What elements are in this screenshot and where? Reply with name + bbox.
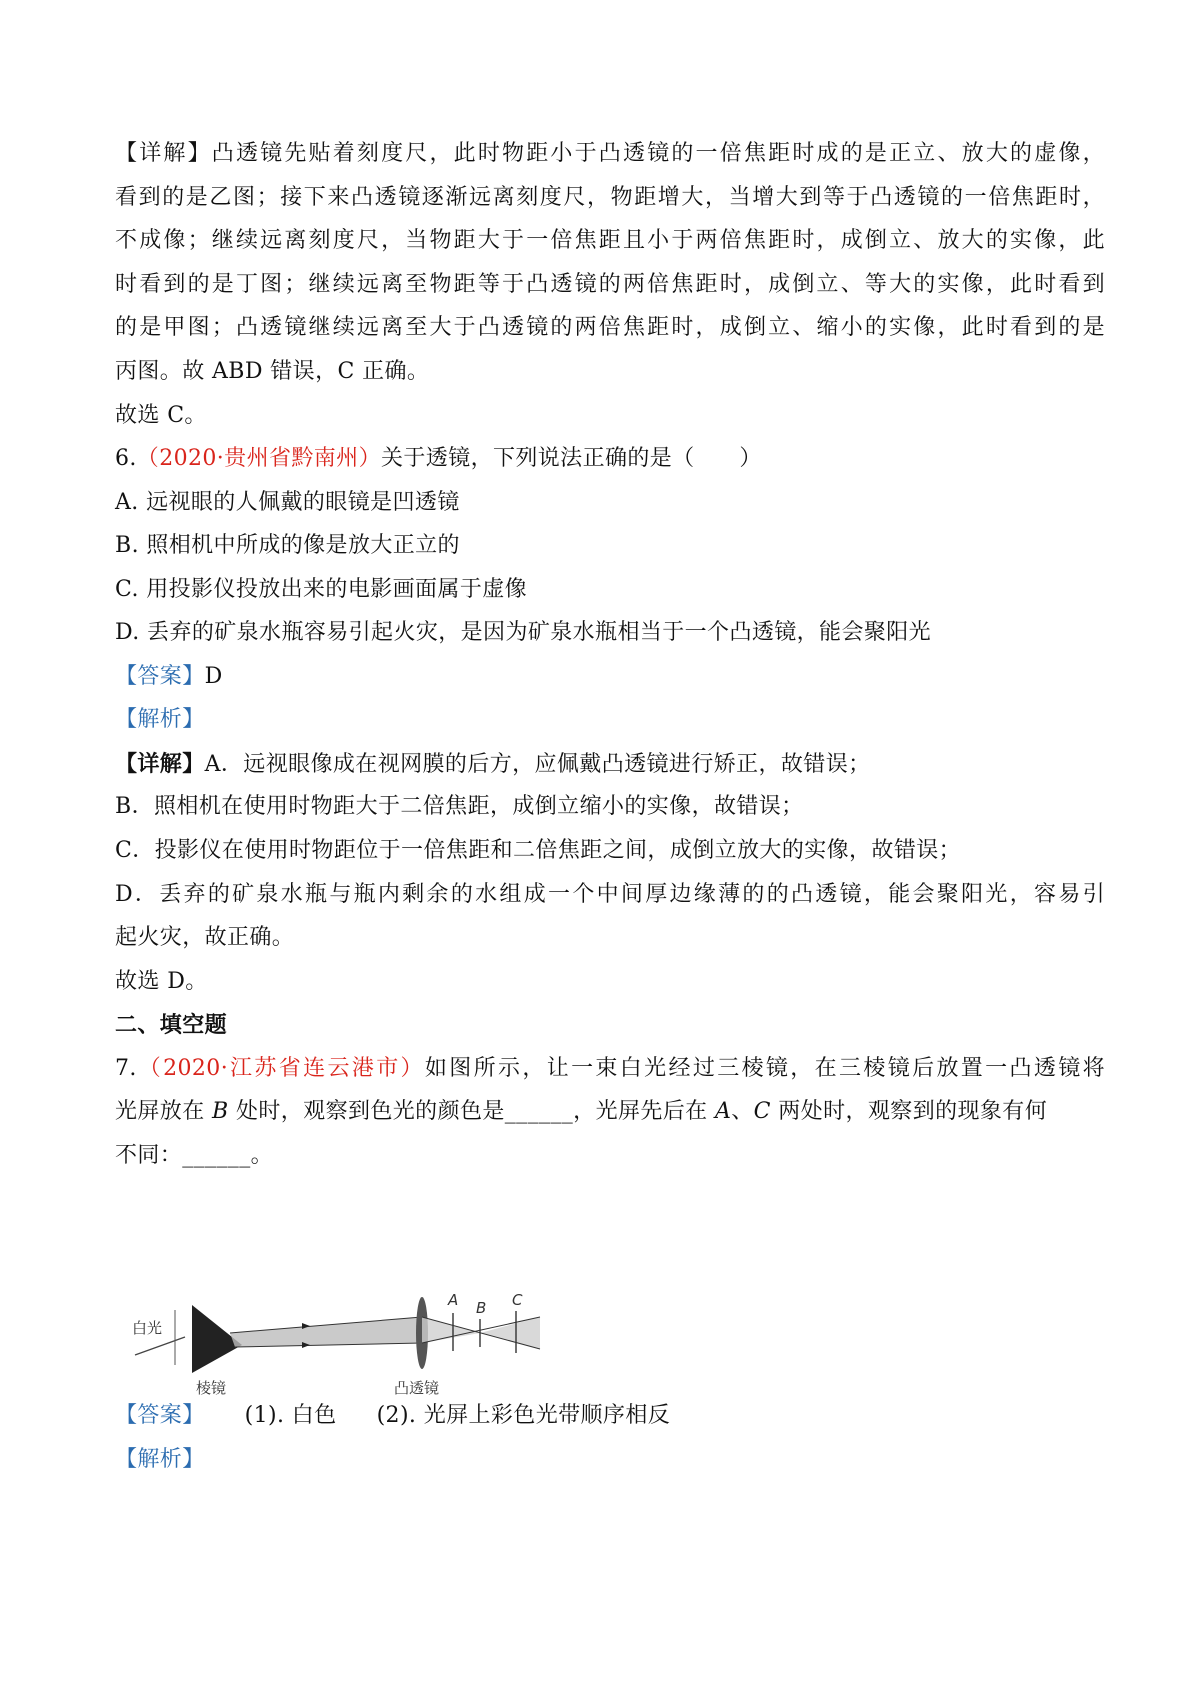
question-7-stem-line2	[115, 1097, 1105, 1127]
question-text: 如图所示，让一束白光经过三棱镜，在三棱镜后放置一凸透镜将	[424, 1056, 1105, 1081]
question-number: 7.	[115, 1056, 137, 1081]
detail-line-d: D．丢弃的矿泉水瓶与瓶内剩余的水组成一个中间厚边缘薄的的凸透镜，能会聚阳光，容易引	[115, 882, 1105, 907]
option-b: B. 照相机中所成的像是放大正立的	[115, 533, 460, 558]
choice-statement: 故选 C。	[115, 403, 207, 428]
question-text: 光屏放在	[115, 1099, 212, 1124]
point-label: B	[212, 1099, 229, 1124]
white-light-label: 白光	[132, 1319, 163, 1337]
optics-diagram	[130, 1295, 550, 1395]
question-7-stem-line3: 不同：______。	[115, 1143, 274, 1168]
question-text: 处时，观察到色光的颜色是______，光屏先后在	[228, 1099, 715, 1124]
section-title: 二、填空题	[115, 1012, 228, 1038]
analysis-label: 【解析】	[115, 707, 205, 732]
detail-text: A．远视眼像成在视网膜的后方，应佩戴凸透镜进行矫正，故错误；	[204, 752, 871, 777]
detail-line-b: B．照相机在使用时物距大于二倍焦距，成倒立缩小的实像，故错误；	[115, 794, 804, 819]
option-d: D. 丢弃的矿泉水瓶容易引起火灾，是因为矿泉水瓶相当于一个凸透镜，能会聚阳光	[115, 620, 932, 645]
option-c: C. 用投影仪投放出来的电影画面属于虚像	[115, 577, 528, 602]
detail-paragraph-line: 时看到的是丁图；继续远离至物距等于凸透镜的两倍焦距时，成倒立、等大的实像，此时看到	[115, 272, 1105, 297]
separator: 、	[731, 1099, 754, 1124]
answer-part-1: (1). 白色	[244, 1403, 337, 1428]
lens-label: 凸透镜	[394, 1379, 440, 1397]
answer-value: D	[204, 664, 223, 689]
detail-label: 【详解】	[115, 751, 205, 777]
detail-line-c: C．投影仪在使用时物距位于一倍焦距和二倍焦距之间，成倒立放大的实像，故错误；	[115, 838, 962, 863]
detail-line-a	[115, 749, 1105, 780]
detail-paragraph-line: 看到的是乙图；接下来凸透镜逐渐远离刻度尺，物距增大，当增大到等于凸透镜的一倍焦距时，	[115, 185, 1105, 210]
analysis-label: 【解析】	[115, 1447, 205, 1472]
point-a-label: A	[448, 1291, 459, 1309]
detail-paragraph-line: 【详解】凸透镜先贴着刻度尺，此时物距小于凸透镜的一倍焦距时成的是正立、放大的虚像，	[115, 141, 1105, 166]
question-number: 6.	[115, 446, 137, 471]
question-6-stem	[115, 444, 1105, 474]
prism-lens-figure	[130, 1291, 550, 1397]
option-a: A. 远视眼的人佩戴的眼镜是凹透镜	[115, 490, 460, 515]
point-label: A	[714, 1099, 732, 1124]
detail-paragraph-line: 不成像；继续远离刻度尺，当物距大于一倍焦距且小于两倍焦距时，成倒立、放大的实像，此	[115, 228, 1105, 253]
question-text: 关于透镜，下列说法正确的是（ ）	[380, 446, 762, 471]
answer-label: 【答案】	[115, 664, 205, 689]
detail-paragraph-line: 的是甲图；凸透镜继续远离至大于凸透镜的两倍焦距时，成倒立、缩小的实像，此时看到的是	[115, 315, 1105, 340]
question-source: （2020·江苏省连云港市）	[136, 1056, 425, 1081]
detail-line-d-cont: 起火灾，故正确。	[115, 925, 295, 950]
question-source: （2020·贵州省黔南州）	[136, 446, 381, 471]
point-label: C	[753, 1099, 771, 1124]
point-b-label: B	[476, 1299, 487, 1317]
detail-paragraph-line: 丙图。故 ABD 错误，C 正确。	[115, 359, 430, 384]
question-text: 两处时，观察到的现象有何	[770, 1099, 1048, 1124]
prism-label: 棱镜	[196, 1379, 227, 1397]
question-7-stem	[115, 1054, 1105, 1084]
white-light-ray	[135, 1337, 185, 1355]
choice-statement: 故选 D。	[115, 969, 208, 994]
answer-line	[115, 1401, 1105, 1431]
answer-line	[115, 662, 1105, 692]
answer-part-2: (2). 光屏上彩色光带顺序相反	[376, 1403, 671, 1428]
point-c-label: C	[512, 1291, 523, 1309]
light-beam	[230, 1317, 422, 1347]
answer-label: 【答案】	[115, 1403, 205, 1428]
